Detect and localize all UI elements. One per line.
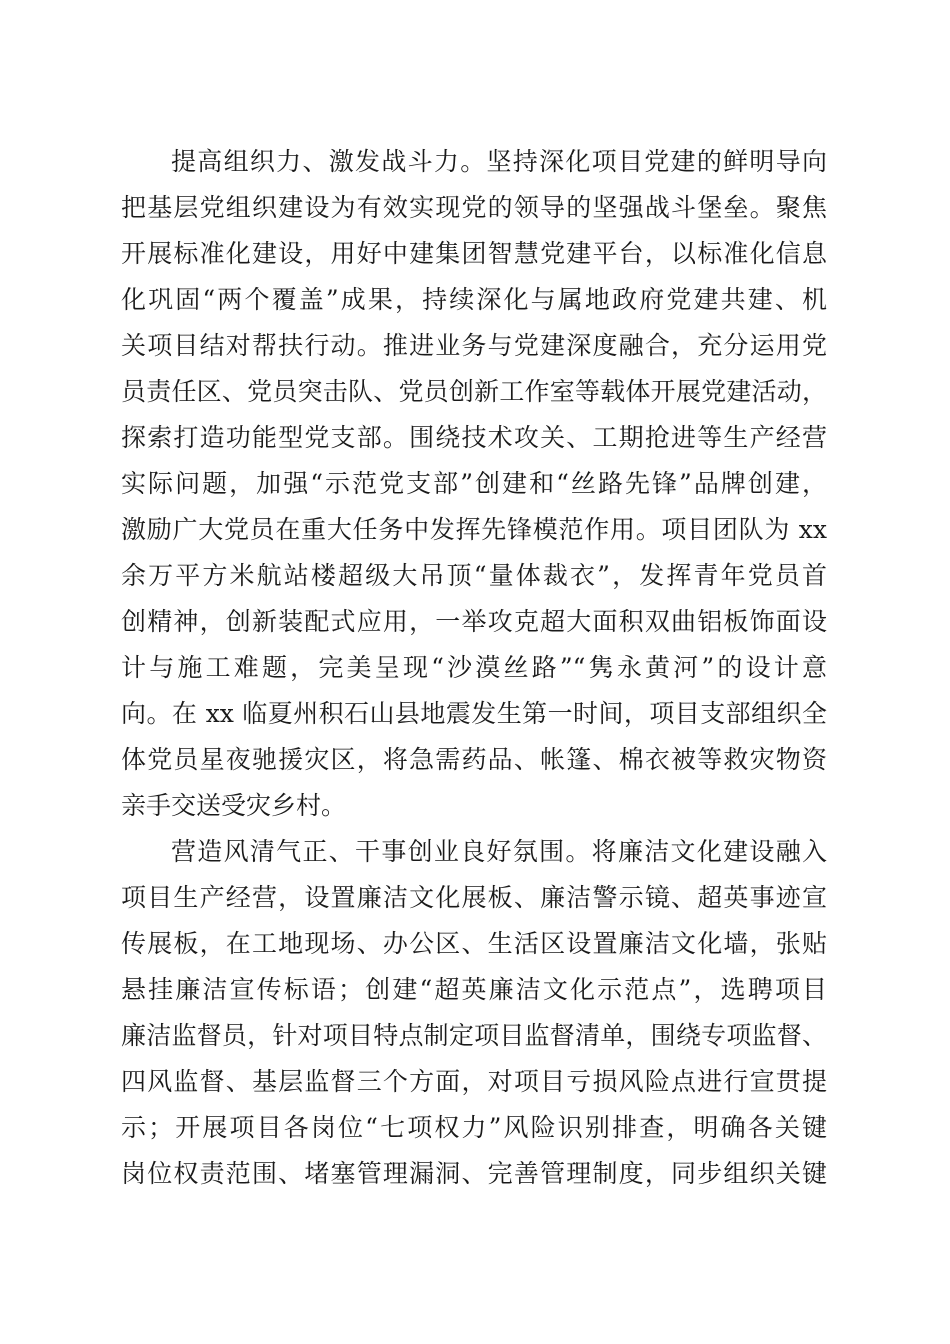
paragraph-line: 营造风清气正、干事创业良好氛围。将廉洁文化建设融入: [171, 837, 827, 866]
paragraph-line: 提高组织力、激发战斗力。坚持深化项目党建的鲜明导向: [171, 147, 827, 176]
paragraph-line: 示；开展项目各岗位“七项权力”风险识别排查，明确各关键: [121, 1113, 827, 1142]
paragraph-line: 向。在 xx 临夏州积石山县地震发生第一时间，项目支部组织全: [121, 699, 827, 728]
paragraph-line: 化巩固“两个覆盖”成果，持续深化与属地政府党建共建、机: [121, 285, 827, 314]
paragraph-line: 开展标准化建设，用好中建集团智慧党建平台，以标准化信息: [121, 239, 827, 268]
paragraph-line: 员责任区、党员突击队、党员创新工作室等载体开展党建活动，: [121, 377, 827, 406]
paragraph-line: 把基层党组织建设为有效实现党的领导的坚强战斗堡垒。聚焦: [121, 193, 827, 222]
paragraph-line: 传展板，在工地现场、办公区、生活区设置廉洁文化墙，张贴: [121, 929, 827, 958]
paragraph-line: 四风监督、基层监督三个方面，对项目亏损风险点进行宣贯提: [121, 1067, 827, 1096]
paragraph-line: 岗位权责范围、堵塞管理漏洞、完善管理制度，同步组织关键: [121, 1159, 827, 1188]
paragraph-line: 悬挂廉洁宣传标语；创建“超英廉洁文化示范点”，选聘项目: [121, 975, 827, 1004]
paragraph-line: 亲手交送受灾乡村。: [121, 791, 347, 820]
paragraph-line: 激励广大党员在重大任务中发挥先锋模范作用。项目团队为 xx: [121, 515, 827, 544]
paragraph-line: 关项目结对帮扶行动。推进业务与党建深度融合，充分运用党: [121, 331, 827, 360]
paragraph-line: 体党员星夜驰援灾区，将急需药品、帐篷、棉衣被等救灾物资: [121, 745, 827, 774]
paragraph-line: 计与施工难题，完美呈现“沙漠丝路”“隽永黄河”的设计意: [121, 653, 827, 682]
paragraph-line: 余万平方米航站楼超级大吊顶“量体裁衣”，发挥青年党员首: [121, 561, 827, 590]
paragraph-line: 项目生产经营，设置廉洁文化展板、廉洁警示镜、超英事迹宣: [121, 883, 827, 912]
paragraph-line: 实际问题，加强“示范党支部”创建和“丝路先锋”品牌创建，: [121, 469, 827, 498]
paragraph-line: 创精神，创新装配式应用，一举攻克超大面积双曲铝板饰面设: [121, 607, 827, 636]
paragraph-line: 廉洁监督员，针对项目特点制定项目监督清单，围绕专项监督、: [121, 1021, 827, 1050]
paragraph-line: 探索打造功能型党支部。围绕技术攻关、工期抢进等生产经营: [121, 423, 827, 452]
